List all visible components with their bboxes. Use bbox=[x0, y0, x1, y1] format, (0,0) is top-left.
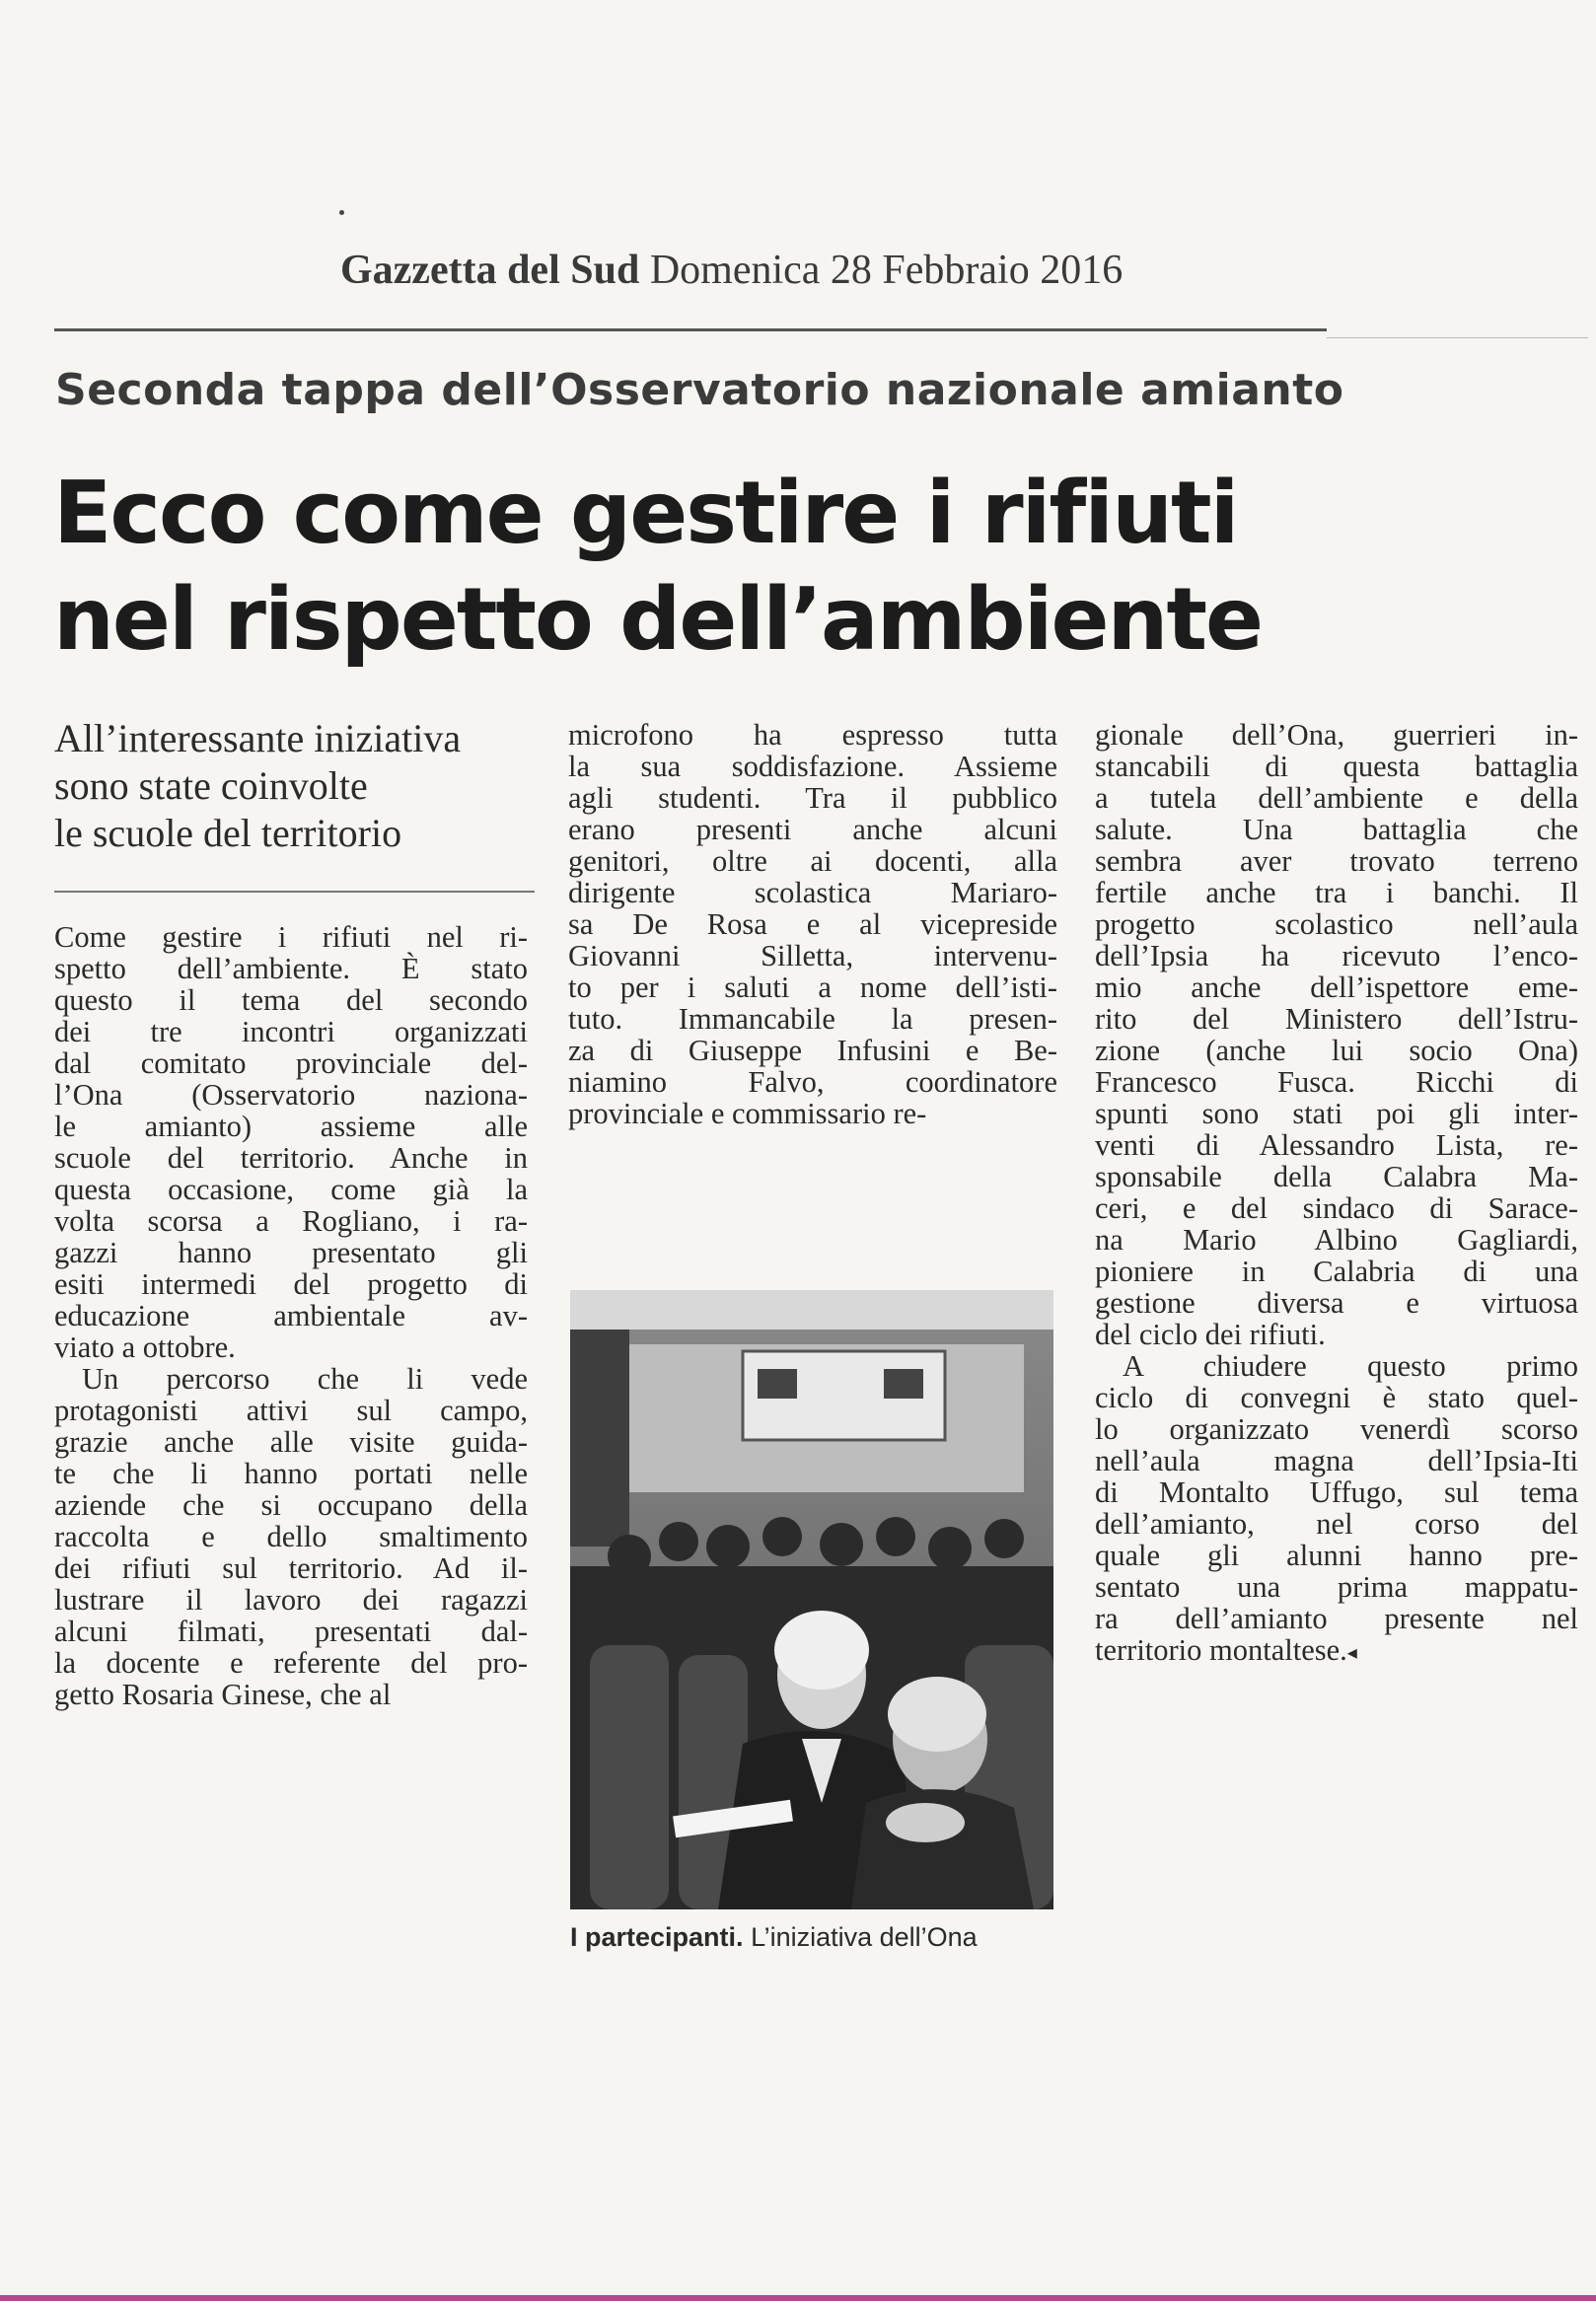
text-line: questa occasione, come già la bbox=[54, 1173, 528, 1206]
text-line: fertile anche tra i banchi. Il bbox=[1095, 876, 1578, 909]
text-line: sembra aver trovato terreno bbox=[1095, 844, 1578, 878]
text-line: scuole del territorio. Anche in bbox=[54, 1141, 528, 1175]
text-line: dal comitato provinciale del- bbox=[54, 1046, 528, 1080]
text-line: aziende che si occupano della bbox=[54, 1488, 528, 1522]
text-line: dirigente scolastica Mariaro- bbox=[568, 876, 1057, 909]
text-line: niamino Falvo, coordinatore bbox=[568, 1065, 1057, 1099]
text-line: le amianto) assieme alle bbox=[54, 1110, 528, 1143]
publication-date: Domenica 28 Febbraio 2016 bbox=[649, 248, 1124, 293]
text-line: Giovanni Silletta, intervenu- bbox=[568, 939, 1057, 972]
text-line: ra dell’amianto presente nel bbox=[1095, 1602, 1578, 1635]
text-line: microfono ha espresso tutta bbox=[568, 718, 1057, 752]
text-line: rito del Ministero dell’Istru- bbox=[1095, 1002, 1578, 1036]
text-line: venti di Alessandro Lista, re- bbox=[1095, 1128, 1578, 1162]
text-line: sentato una prima mappatu- bbox=[1095, 1570, 1578, 1604]
body-column-1 bbox=[54, 921, 528, 1710]
text-line: gazzi hanno presentato gli bbox=[54, 1236, 528, 1269]
text-line: progetto scolastico nell’aula bbox=[1095, 907, 1578, 941]
text-line: nell’aula magna dell’Ipsia-Iti bbox=[1095, 1444, 1578, 1477]
text-line: di Montalto Uffugo, sul tema bbox=[1095, 1475, 1578, 1509]
text-line: na Mario Albino Gagliardi, bbox=[1095, 1223, 1578, 1257]
text-line: volta scorsa a Rogliano, i ra- bbox=[54, 1204, 528, 1238]
text-line: gionale dell’Ona, guerrieri in- bbox=[1095, 718, 1578, 752]
text-line: A chiudere questo primo bbox=[1123, 1349, 1578, 1383]
text-line: lo organizzato venerdì scorso bbox=[1095, 1412, 1578, 1446]
text-line: te che li hanno portati nelle bbox=[54, 1457, 528, 1490]
text-line: ceri, e del sindaco di Sarace- bbox=[1095, 1191, 1578, 1225]
headline-line-2: nel rispetto dell’ambiente bbox=[53, 569, 1263, 670]
standfirst-line: All’interessante iniziativa bbox=[54, 716, 462, 760]
text-line: la docente e referente del pro- bbox=[54, 1646, 528, 1680]
text-line: sa De Rosa e al vicepreside bbox=[568, 907, 1057, 941]
masthead bbox=[340, 247, 1327, 306]
text-line: dell’Ipsia ha ricevuto l’enco- bbox=[1095, 939, 1578, 972]
text-line: tuto. Immancabile la presen- bbox=[568, 1002, 1057, 1036]
standfirst bbox=[54, 715, 547, 857]
text-line: zione (anche lui socio Ona) bbox=[1095, 1034, 1578, 1067]
text-line: grazie anche alle visite guida- bbox=[54, 1425, 528, 1459]
text-line: Francesco Fusca. Ricchi di bbox=[1095, 1065, 1578, 1099]
masthead-rule bbox=[54, 328, 1327, 331]
end-of-article-icon: ◂ bbox=[1346, 1642, 1357, 1664]
text-line: questo il tema del secondo bbox=[54, 983, 528, 1017]
masthead-rule-faint bbox=[1327, 337, 1588, 338]
text-line: provinciale e commissario re- bbox=[568, 1097, 927, 1130]
text-line: genitori, oltre ai docenti, alla bbox=[568, 844, 1057, 878]
newspaper-name: Gazzetta del Sud bbox=[340, 248, 640, 293]
caption-lead: I partecipanti. bbox=[570, 1922, 744, 1952]
text-line: sponsabile della Calabra Ma- bbox=[1095, 1160, 1578, 1193]
body-column-3 bbox=[1095, 719, 1578, 1666]
text-line: erano presenti anche alcuni bbox=[568, 813, 1057, 846]
text-line: ciclo di convegni è stato quel- bbox=[1095, 1381, 1578, 1414]
text-line: l’Ona (Osservatorio naziona- bbox=[54, 1078, 528, 1112]
text-line: spunti sono stati poi gli inter- bbox=[1095, 1097, 1578, 1130]
text-line: dei rifiuti sul territorio. Ad il- bbox=[54, 1551, 528, 1585]
body-column-2 bbox=[568, 719, 1057, 1129]
text-line: territorio montaltese.◂ bbox=[1095, 1633, 1357, 1667]
text-line: viato a ottobre. bbox=[54, 1330, 236, 1364]
text-line: dei tre incontri organizzati bbox=[54, 1015, 528, 1048]
text-line: alcuni filmati, presentati dal- bbox=[54, 1615, 528, 1648]
text-line: lustrare il lavoro dei ragazzi bbox=[54, 1583, 528, 1617]
paper-speck bbox=[339, 210, 344, 215]
text-line: getto Rosaria Ginese, che al bbox=[54, 1678, 392, 1711]
text-line: raccolta e dello smaltimento bbox=[54, 1520, 528, 1553]
text-line: gestione diversa e virtuosa bbox=[1095, 1286, 1578, 1320]
photo-caption bbox=[570, 1922, 1063, 1953]
text-line: dell’amianto, nel corso del bbox=[1095, 1507, 1578, 1541]
text-line: a tutela dell’ambiente e della bbox=[1095, 781, 1578, 815]
text-line: za di Giuseppe Infusini e Be- bbox=[568, 1034, 1057, 1067]
text-line: quale gli alunni hanno pre- bbox=[1095, 1539, 1578, 1572]
caption-text: L’iniziativa dell’Ona bbox=[751, 1922, 978, 1952]
article-photo bbox=[570, 1290, 1053, 1909]
text-line: spetto dell’ambiente. È stato bbox=[54, 952, 528, 985]
standfirst-line: sono state coinvolte bbox=[54, 763, 368, 808]
text-line: to per i saluti a nome dell’isti- bbox=[568, 971, 1057, 1004]
standfirst-line: le scuole del territorio bbox=[54, 811, 402, 855]
text-line: stancabili di questa battaglia bbox=[1095, 750, 1578, 783]
scan-bottom-edge bbox=[0, 2295, 1596, 2301]
text-line: del ciclo dei rifiuti. bbox=[1095, 1318, 1326, 1351]
text-line: mio anche dell’ispettore eme- bbox=[1095, 971, 1578, 1004]
article-kicker: Seconda tappa dell’Osservatorio nazionale amianto bbox=[55, 365, 1344, 415]
text-line: la sua soddisfazione. Assieme bbox=[568, 750, 1057, 783]
text-line: Come gestire i rifiuti nel ri- bbox=[54, 920, 528, 954]
headline-line-1: Ecco come gestire i rifiuti bbox=[53, 463, 1238, 563]
text-line: agli studenti. Tra il pubblico bbox=[568, 781, 1057, 815]
standfirst-rule bbox=[54, 891, 535, 893]
text-line: pioniere in Calabria di una bbox=[1095, 1255, 1578, 1288]
text-line: protagonisti attivi sul campo, bbox=[54, 1394, 528, 1427]
text-line: Un percorso che li vede bbox=[82, 1362, 528, 1396]
text-line: esiti intermedi del progetto di bbox=[54, 1267, 528, 1301]
text-line: educazione ambientale av- bbox=[54, 1299, 528, 1332]
text-line: salute. Una battaglia che bbox=[1095, 813, 1578, 846]
